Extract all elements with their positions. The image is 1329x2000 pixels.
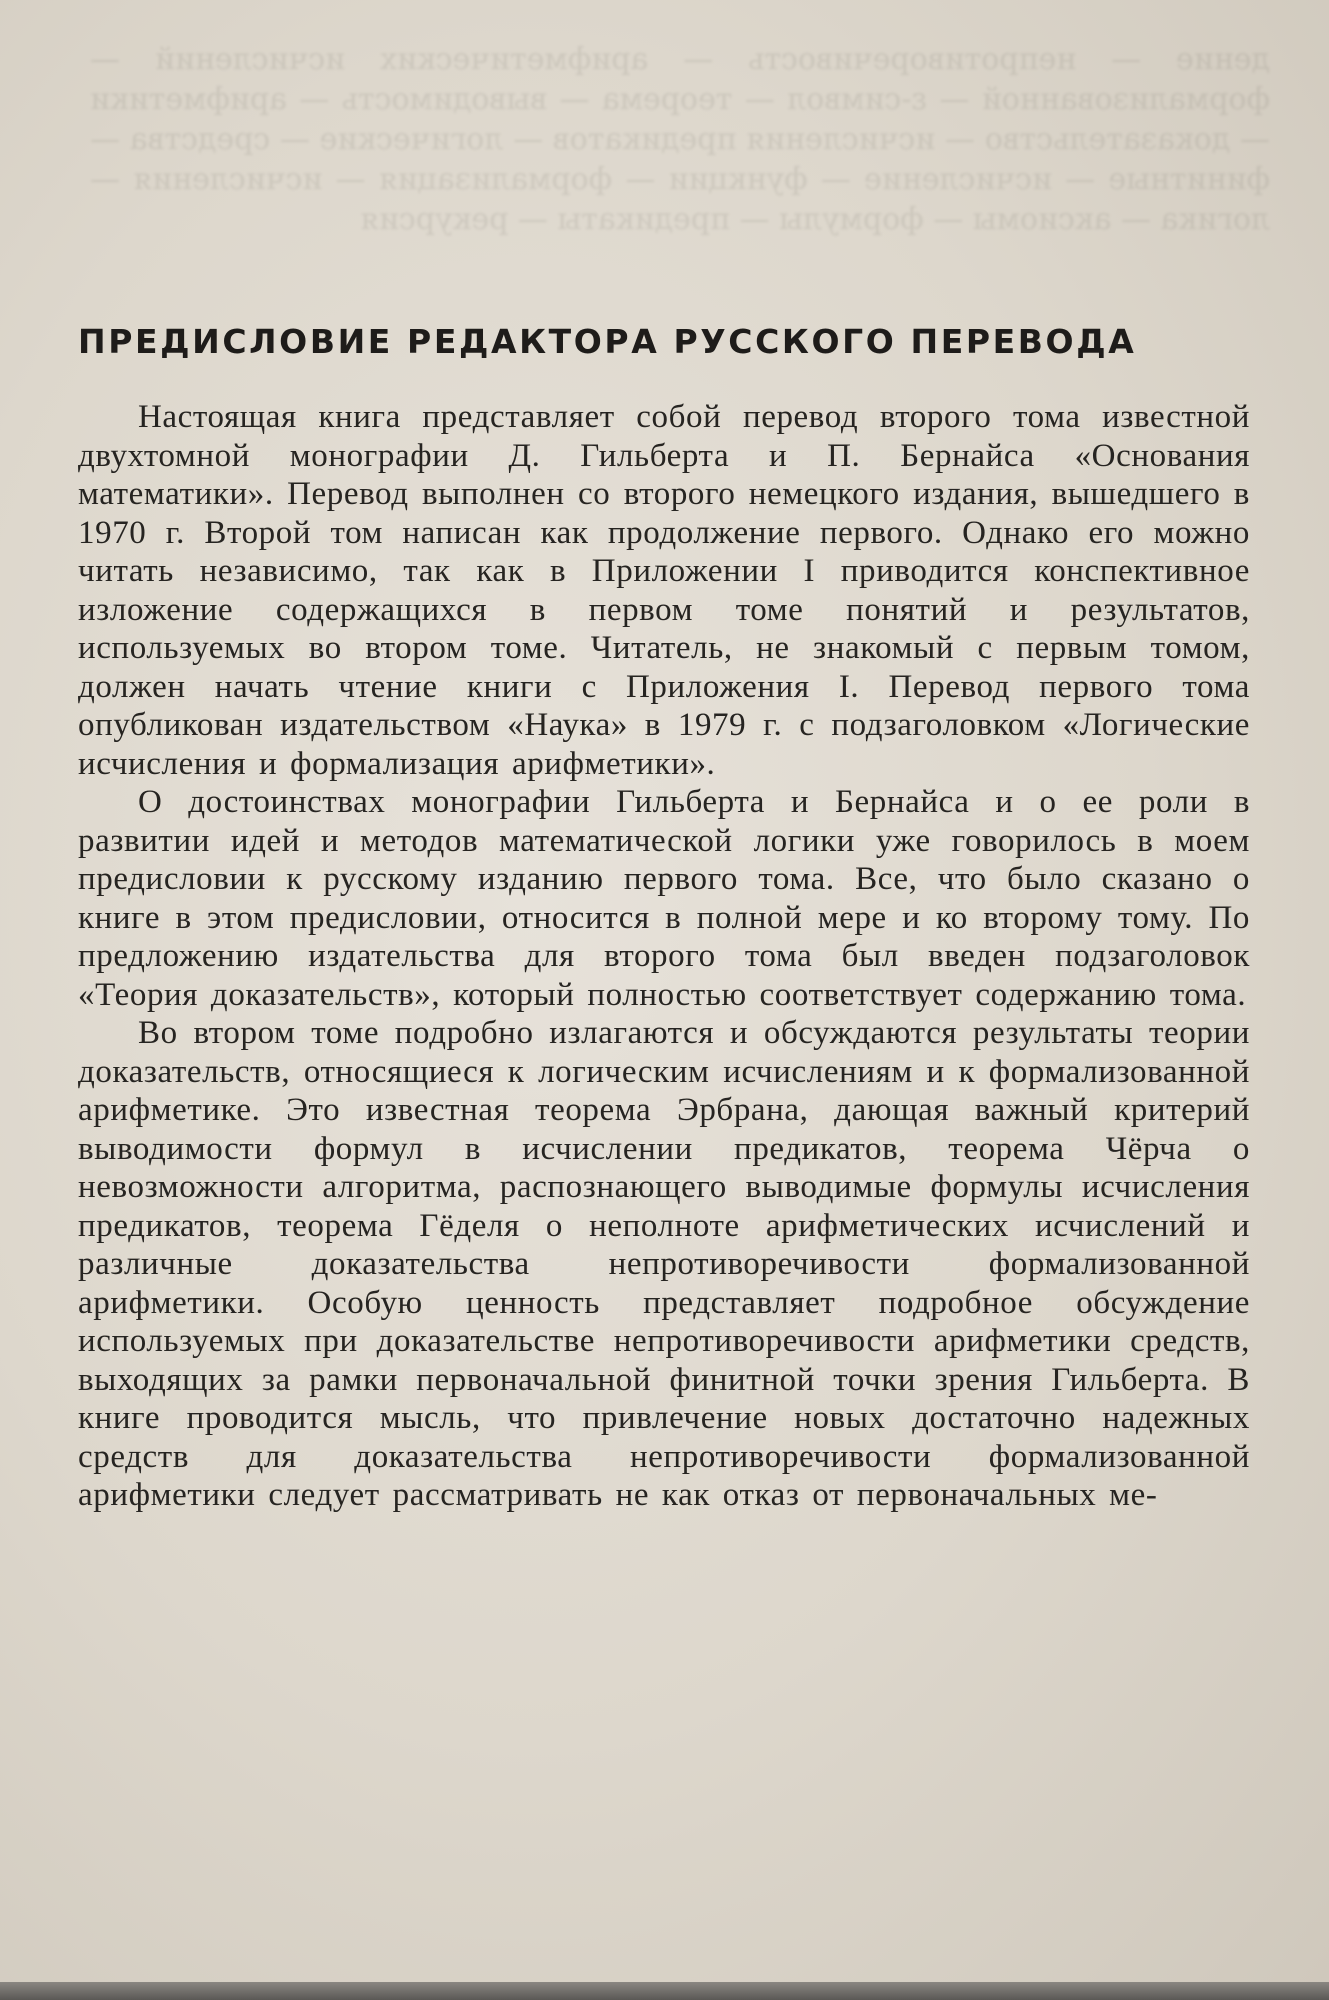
paragraph-1: Настоящая книга представляет собой перевод второго тома известной двухтомной монографии Д. Гильберта и П. Бернайса «Основания математики». Перевод выполнен со второго немецкого издания, вышедшего в 1970 г. Второй том написан как продолжение первого. Однако его можно читать независимо, так как в Приложении I приводится конспективное изложение содержащихся в первом томе понятий и результатов, используемых во втором томе. Читатель, не знакомый с первым томом, должен начать чтение книги с Приложения I. Перевод первого тома опубликован издательством «Наука» в 1979 г. с подзаголовком «Логические исчисления и формализация арифметики». bbox=[78, 399, 1250, 782]
paragraph-3: Во втором томе подробно излагаются и обсуждаются результаты теории доказательств, относящиеся к логическим исчислениям и к формализованной арифметике. Это известная теорема Эрбрана, дающая важный критерий выводимости формул в исчислении предикатов, теорема Чёрча о невозможности алгоритма, распознающего выводимые формулы исчисления предикатов, теорема Гёделя о неполноте арифметических исчислений и различные доказательства непротиворечивости формализованной арифметики. Особую ценность представляет подробное обсуждение используемых при доказательстве непротиворечивости арифметики средств, выходящих за рамки первоначальной финитной точки зрения Гильберта. В книге проводится мысль, что привлечение новых достаточно надежных средств для доказательства непротиворечивости формализованной арифметики следует рассматривать не как отказ от первоначальных ме- bbox=[78, 1015, 1250, 1513]
body-text bbox=[78, 398, 1250, 1515]
show-through-texture: дение — непротиворечивость — арифметических исчислений — формализованной — ε-символ — теорема — выводимость — арифметики — доказательство — исчисления предикатов — логические — средства — финитные — исчисление — функции — формализация — исчисления — логика — аксиомы — формулы — предикаты — рекурсия bbox=[90, 42, 1270, 237]
page-edge-shadow bbox=[0, 1982, 1329, 2000]
paragraph-2: О достоинствах монографии Гильберта и Бернайса и о ее роли в развитии идей и методов математической логики уже говорилось в моем предисловии к русскому изданию первого тома. Все, что было сказано о книге в этом предисловии, относится в полной мере и ко второму тому. По предложению издательства для второго тома был введен подзаголовок «Теория доказательств», который полностью соответствует содержанию тома. bbox=[78, 784, 1250, 1013]
page-title: ПРЕДИСЛОВИЕ РЕДАКТОРА РУССКОГО ПЕРЕВОДА bbox=[78, 322, 1137, 361]
